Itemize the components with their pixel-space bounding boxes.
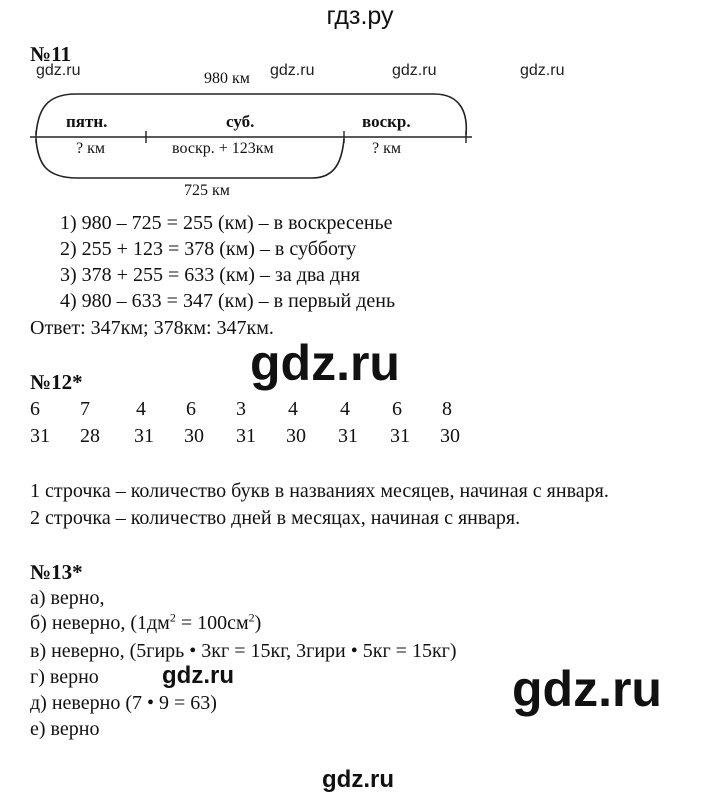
grid-cell: 6: [186, 398, 196, 420]
solution-step: 2) 255 + 123 = 378 (км) – в субботу: [60, 238, 357, 260]
grid-cell: 30: [286, 425, 306, 447]
watermark: gdz.ru: [392, 62, 437, 79]
answer-d: г) верно: [30, 666, 99, 688]
value-saturday: воскр. + 123км: [172, 140, 274, 157]
answer-b-mid: = 100см: [175, 612, 249, 634]
watermark-medium: gdz.ru: [162, 662, 234, 689]
watermark: gdz.ru: [270, 62, 315, 79]
value-sunday: ? км: [372, 140, 401, 157]
day-friday: пятн.: [66, 112, 108, 131]
site-header[interactable]: гдз.ру: [326, 2, 394, 30]
grid-cell: 4: [288, 398, 298, 420]
total-top-label: 980 км: [204, 70, 250, 87]
grid-cell: 3: [236, 398, 246, 420]
answer-b: [30, 610, 261, 636]
answer-b-suffix: ): [254, 612, 262, 634]
grid-cell: 30: [184, 425, 204, 447]
segment-diagram: [0, 0, 720, 210]
grid-cell: 4: [340, 398, 350, 420]
day-saturday: суб.: [226, 112, 255, 131]
grid-cell: 31: [134, 425, 154, 447]
day-sunday: воскр.: [362, 112, 411, 131]
note-line: 2 строчка – количество дней в месяцах, начиная с января.: [30, 507, 521, 529]
task-13-number: №13*: [30, 560, 83, 584]
grid-cell: 28: [80, 425, 100, 447]
footer-watermark[interactable]: gdz.ru: [322, 766, 394, 793]
grid-cell: 31: [236, 425, 256, 447]
grid-cell: 8: [442, 398, 452, 420]
task-11-number: №11: [30, 42, 71, 66]
grid-cell: 30: [440, 425, 460, 447]
grid-cell: 4: [136, 398, 146, 420]
watermark-large: gdz.ru: [250, 335, 400, 391]
answer-c: в) неверно, (5гирь • 3кг = 15кг, 3гири • 5кг = 15кг): [30, 640, 457, 662]
task-12-number: №12*: [30, 370, 83, 394]
solution-step: 3) 378 + 255 = 633 (км) – за два дня: [60, 264, 360, 286]
solution-step: 4) 980 – 633 = 347 (км) – в первый день: [60, 290, 396, 312]
superscript: 2: [169, 610, 176, 625]
answer-f: е) верно: [30, 718, 100, 740]
answer-b-prefix: б) неверно, (1дм: [30, 612, 170, 634]
grid-cell: 7: [80, 398, 90, 420]
answer-e: д) неверно (7 • 9 = 63): [30, 692, 217, 714]
total-bottom-label: 725 км: [184, 182, 230, 199]
superscript: 2: [248, 610, 255, 625]
answer-a: а) верно,: [30, 587, 105, 609]
grid-cell: 31: [390, 425, 410, 447]
watermark: gdz.ru: [36, 62, 81, 79]
value-friday: ? км: [76, 140, 105, 157]
grid-cell: 6: [30, 398, 40, 420]
watermark-large: gdz.ru: [512, 661, 662, 717]
watermark: gdz.ru: [520, 62, 565, 79]
note-line: 1 строчка – количество букв в названиях месяцев, начиная с января.: [30, 480, 609, 502]
grid-cell: 31: [30, 425, 50, 447]
grid-cell: 6: [392, 398, 402, 420]
solution-step: 1) 980 – 725 = 255 (км) – в воскресенье: [60, 212, 393, 234]
grid-cell: 31: [338, 425, 358, 447]
answer-line: Ответ: 347км; 378км: 347км.: [30, 317, 274, 339]
